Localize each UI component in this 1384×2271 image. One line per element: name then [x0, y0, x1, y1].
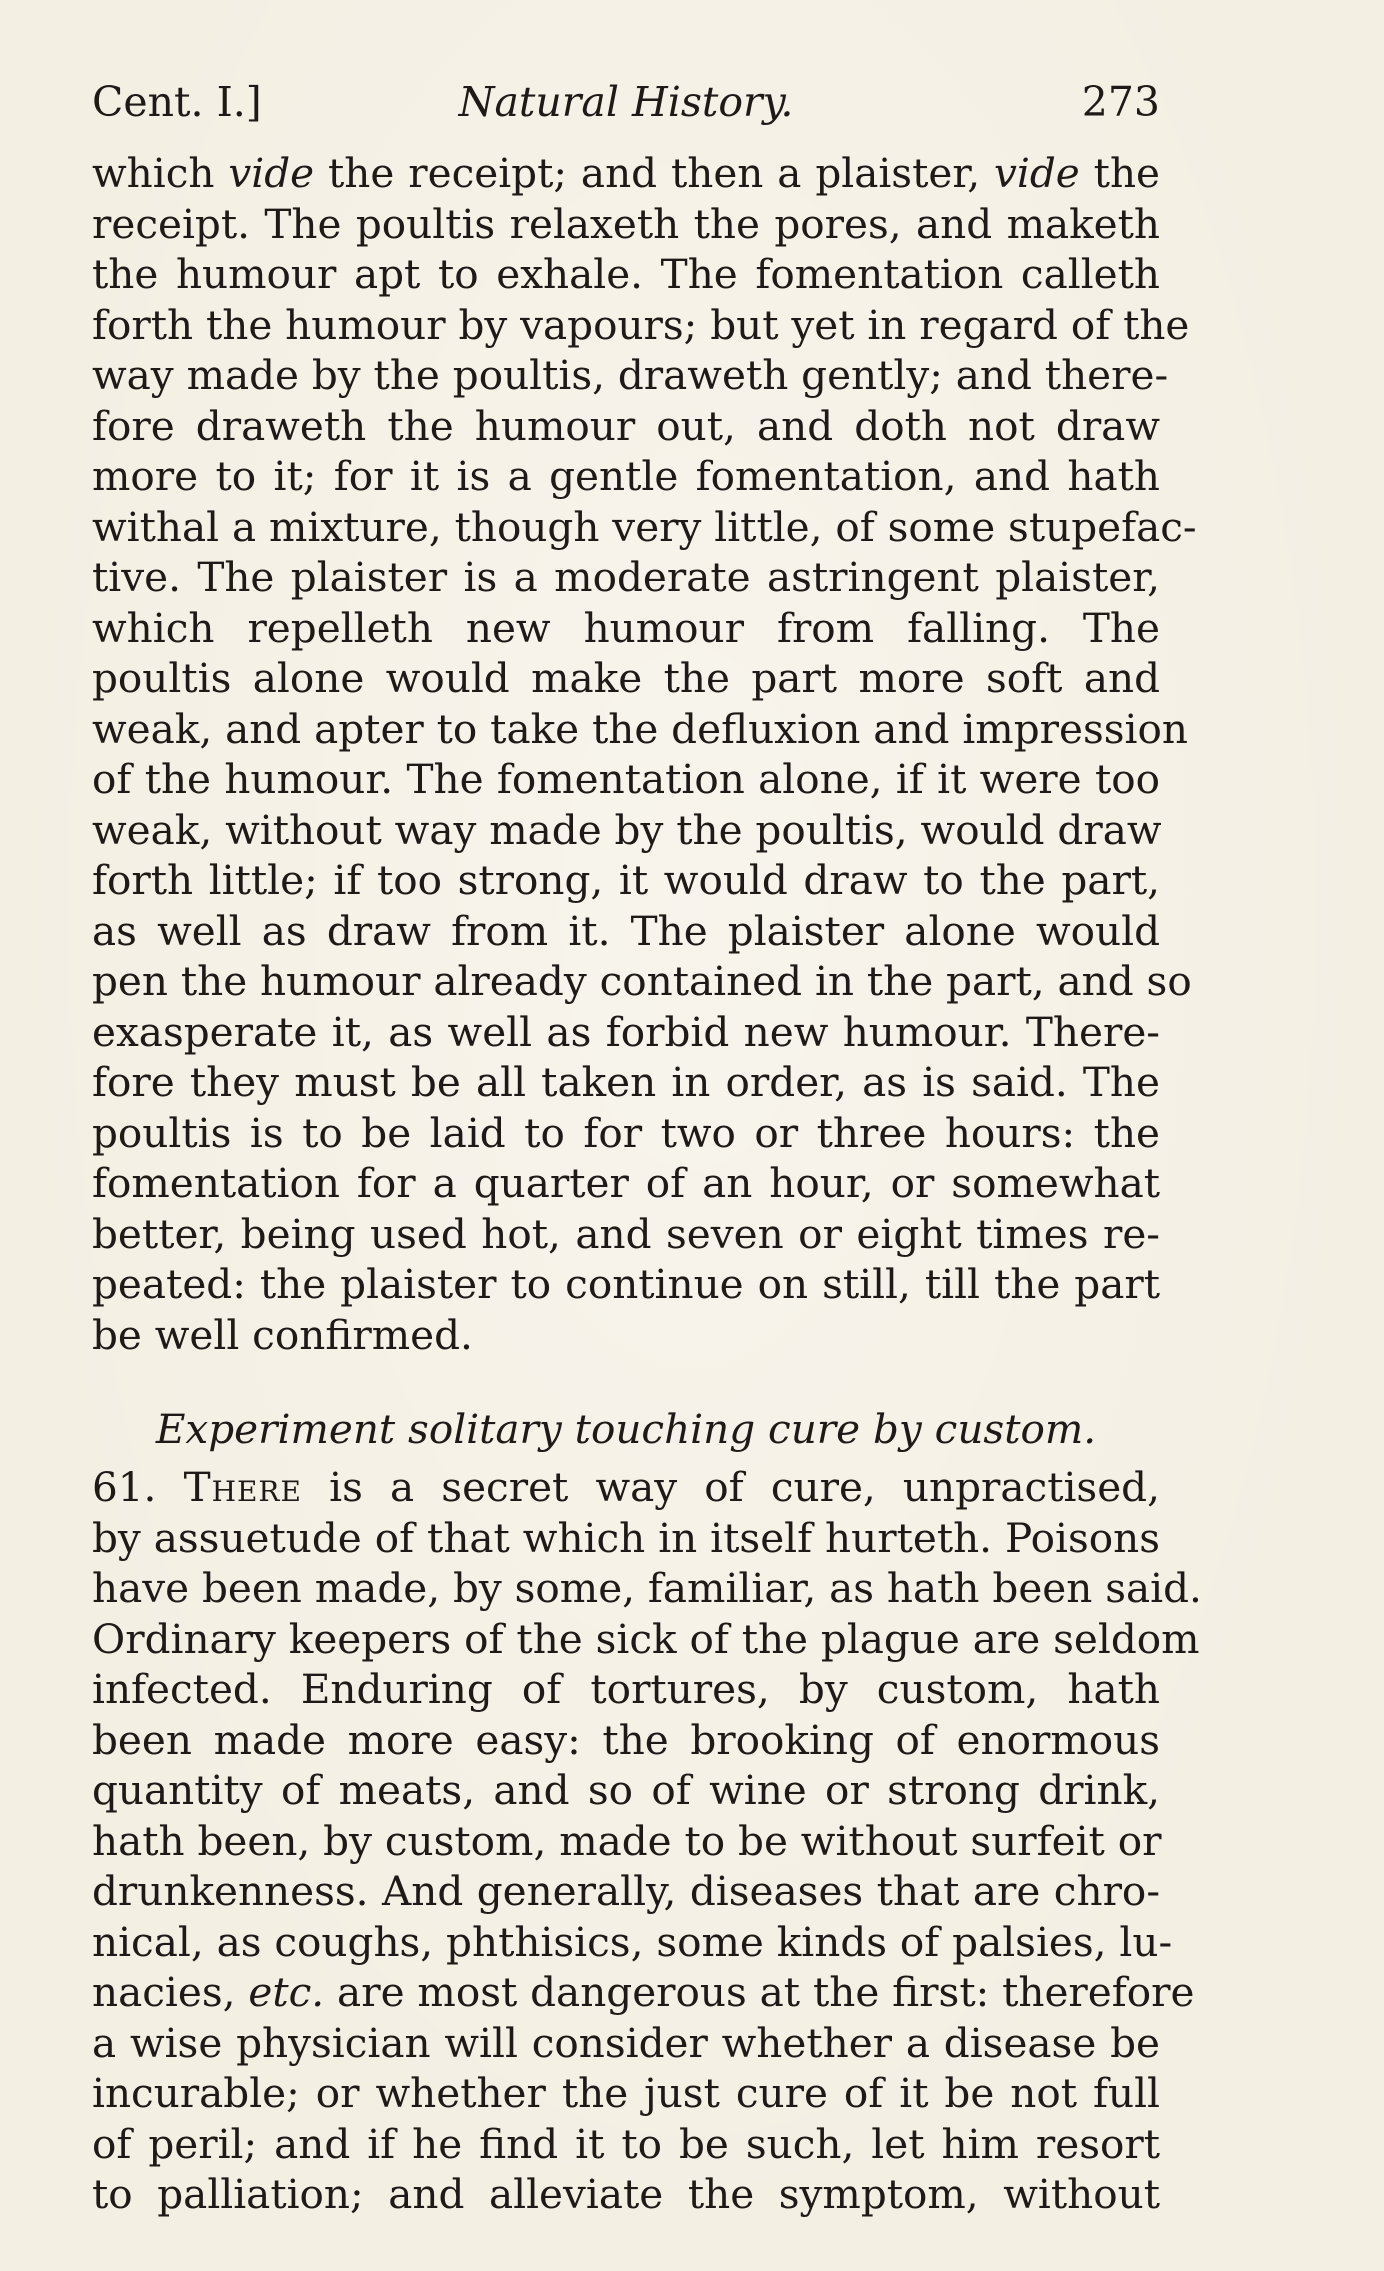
paragraph-gap: [92, 1360, 1160, 1396]
text-line: peated: the plaister to continue on still, till the part: [92, 1260, 1160, 1308]
italic-word: vide: [994, 149, 1080, 197]
text-line: to palliation; and alleviate the symptom, without: [92, 2170, 1160, 2218]
text-line: hath been, by custom, made to be without surfeit or: [92, 1816, 1162, 1865]
text-line: withal a mixture, though very little, of some stupefac-: [92, 502, 1197, 551]
text-line: nical, as coughs, phthisics, some kinds of palsies, lu-: [92, 1917, 1173, 1966]
small-caps-word: There: [183, 1463, 302, 1511]
section-heading: Experiment solitary touching cure by custom.: [155, 1405, 1097, 1453]
text-line: way made by the poultis, draweth gently; and there-: [92, 351, 1169, 399]
text-line: tive. The plaister is a moderate astringent plaister,: [92, 553, 1160, 601]
text-line: be well confirmed.: [92, 1310, 473, 1359]
text-line: the humour apt to exhale. The fomentation calleth: [92, 250, 1160, 298]
paragraph-1: [92, 148, 1197, 1360]
header-title: Natural History.: [458, 78, 794, 126]
text-run: the receipt; and then a plaister,: [314, 149, 995, 197]
text-line: as well as draw from it. The plaister alone would: [92, 906, 1160, 955]
text-line: weak, and apter to take the defluxion and impression: [92, 704, 1188, 753]
text-line: drunkenness. And generally, diseases that are chro-: [92, 1867, 1160, 1915]
text-line: better, being used hot, and seven or eight times re-: [92, 1209, 1160, 1258]
text-run: nacies,: [92, 1968, 249, 2016]
text-line: [92, 1462, 1160, 1513]
text-run: which: [92, 149, 229, 197]
text-line: weak, without way made by the poultis, would draw: [92, 805, 1162, 854]
text-line: which repelleth new humour from falling. The: [92, 603, 1160, 652]
text-line: poultis is to be laid to for two or three hours: the: [92, 1108, 1160, 1157]
italic-word: etc.: [248, 1968, 325, 2016]
paragraph-2: [92, 1462, 1202, 2220]
text-line: receipt. The poultis relaxeth the pores, and maketh: [92, 199, 1160, 248]
text-line: Ordinary keepers of the sick of the plague are seldom: [92, 1614, 1200, 1663]
page-body: [92, 148, 1202, 2220]
text-run: the: [1079, 149, 1160, 197]
text-run: is a secret way of cure, unpractised,: [301, 1463, 1160, 1511]
text-line: of the humour. The fomentation alone, if it were too: [92, 755, 1160, 803]
running-header: [92, 72, 1160, 132]
text-line: been made more easy: the brooking of enormous: [92, 1715, 1160, 1764]
text-line: fore draweth the humour out, and doth not draw: [92, 401, 1160, 450]
header-section: Cent. I.]: [92, 78, 262, 126]
text-line: poultis alone would make the part more soft and: [92, 654, 1160, 702]
text-line: forth little; if too strong, it would draw to the part,: [92, 856, 1160, 904]
text-line: fomentation for a quarter of an hour, or somewhat: [92, 1159, 1160, 1207]
text-line: fore they must be all taken in order, as is said. The: [92, 1058, 1160, 1106]
text-line: forth the humour by vapours; but yet in regard of the: [92, 300, 1190, 349]
text-line: incurable; or whether the just cure of it be not full: [92, 2069, 1160, 2117]
italic-word: vide: [228, 149, 315, 197]
text-line: a wise physician will consider whether a disease be: [92, 2018, 1160, 2067]
page-number: 273: [1081, 78, 1160, 126]
text-line: exasperate it, as well as forbid new humour. There-: [92, 1007, 1160, 1056]
text-line: [92, 148, 1160, 199]
text-line: have been made, by some, familiar, as hath been said.: [92, 1564, 1202, 1612]
text-line: more to it; for it is a gentle fomentation, and hath: [92, 452, 1160, 500]
paragraph-number: 61.: [92, 1463, 184, 1511]
text-line: pen the humour already contained in the part, and so: [92, 957, 1192, 1005]
text-line: [92, 1967, 1195, 2018]
text-line: infected. Enduring of tortures, by custom, hath: [92, 1665, 1160, 1713]
text-line: quantity of meats, and so of wine or strong drink,: [92, 1766, 1160, 1814]
text-run: are most dangerous at the first: therefore: [324, 1968, 1195, 2016]
text-line: of peril; and if he find it to be such, let him resort: [92, 2119, 1160, 2168]
text-line: by assuetude of that which in itself hurteth. Poisons: [92, 1513, 1160, 1562]
